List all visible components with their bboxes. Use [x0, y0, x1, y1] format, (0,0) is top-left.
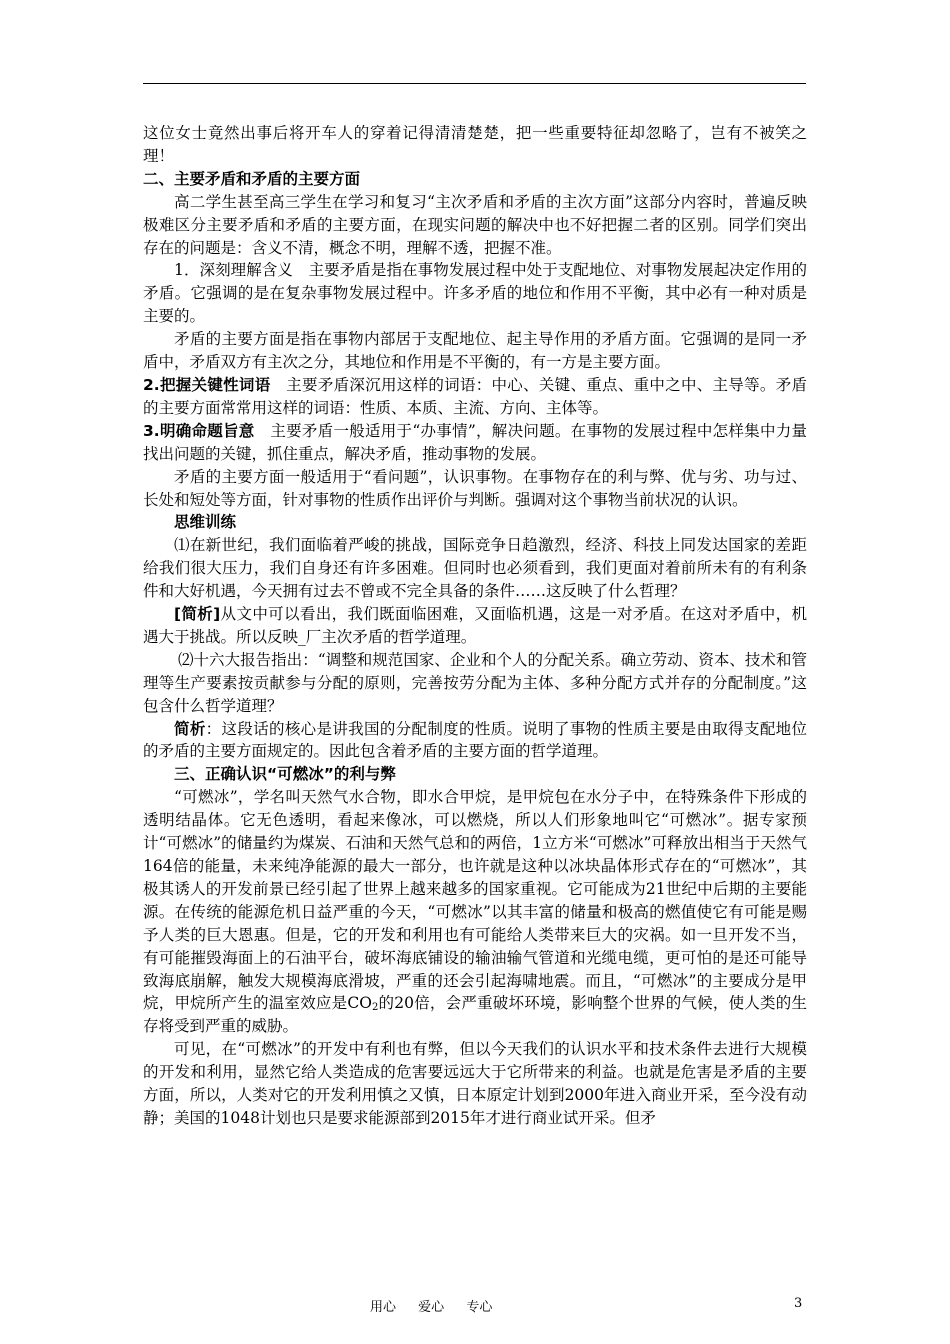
paragraph: 高二学生甚至高三学生在学习和复习“主次矛盾和矛盾的主次方面”这部分内容时，普遍反映极难区分主要矛盾和矛盾的主要方面，在现实问题的解决中也不好把握二者的区别。同学们突出存在的问题是：含义不清，概念不明，理解不透，把握不准。	[143, 192, 807, 257]
paragraph-text: 主要矛盾深沉用这样的词语：中心、关键、重点、重中之中、主导等。矛盾的主要方面常常用这样的词语：性质、本质、主流、方向、主体等。	[143, 375, 807, 417]
paragraph	[143, 786, 807, 1038]
footer-item: 用心	[370, 1300, 397, 1315]
paragraph	[143, 718, 807, 764]
page-number: 3	[794, 1296, 803, 1311]
paragraph	[143, 420, 807, 466]
subscript: 2	[371, 1002, 379, 1014]
paragraph-lead: [简析]	[174, 605, 221, 624]
subheading: 三、正确认识“可燃冰”的利与弊	[174, 765, 396, 784]
paragraph	[143, 603, 807, 649]
paragraph: 1．深刻理解含义 主要矛盾是指在事物发展过程中处于支配地位、对事物发展起决定作用的矛盾。它强调的是在复杂事物发展过程中。许多矛盾的地位和作用不平衡，其中必有一种对质是主要的。	[143, 261, 807, 326]
paragraph-text: 的20倍，会严重破坏环境，影响整个世界的气候，使人类的生存将受到严重的威胁。	[143, 994, 807, 1036]
section-heading: 二、主要矛盾和矛盾的主要方面	[143, 169, 361, 188]
footer-item: 专心	[466, 1300, 493, 1315]
paragraph: 矛盾的主要方面一般适用于“看问题”，认识事物。在事物存在的利与弊、优与劣、功与过、长处和短处等方面，针对事物的性质作出评价与判断。强调对这个事物当前状况的认识。	[143, 467, 807, 509]
paragraph: 可见，在“可燃冰”的开发中有利也有弊，但以今天我们的认识水平和技术条件去进行大规模的开发和利用，显然它给人类造成的危害要远远大于它所带来的利益。也就是危害是矛盾的主要方面，所以，人类对它的开发利用慎之又慎，日本原定计划到2000年进入商业开采，至今没有动静；美国的1048计划也只是要求能源部到2015年才进行商业试开采。但矛	[143, 1040, 807, 1127]
footer-motto	[370, 1296, 590, 1315]
paragraph-text: ：这段话的核心是讲我国的分配制度的性质。说明了事物的性质主要是由取得支配地位的矛盾的主要方面规定的。因此包含着矛盾的主要方面的哲学道理。	[143, 719, 807, 761]
document-body	[143, 122, 807, 1130]
paragraph: 这位女士竟然出事后将开车人的穿着记得清清楚楚，把一些重要特征却忽略了，岂有不被笑之理！	[143, 124, 807, 165]
paragraph-text: “可燃冰”，学名叫天然气水合物，即水合甲烷，是甲烷包在水分子中，在特殊条件下形成的透明结晶体。它无色透明，看起来像冰，可以燃烧，所以人们形象地叫它“可燃冰”。据专家预计“可燃冰”的储量约为煤炭、石油和天然气总和的两倍，1立方米“可燃冰”可释放出相当于天然气164倍的能量，未来纯净能源的最大一部分，也许就是这种以冰块晶体形式存在的“可燃冰”，其极其诱人的开发前景已经引起了世界上越来越多的国家重视。它可能成为21世纪中后期的主要能源。在传统的能源危机日益严重的今天，“可燃冰”以其丰富的储量和极高的燃值使它有可能是赐予人类的巨大恩惠。但是，它的开发和利用也有可能给人类带来巨大的灾祸。如一旦开发不当，有可能摧毁海面上的石油平台，破坏海底铺设的输油输气管道和光缆电缆，更可怕的是还可能导致海底崩解，触发大规模海底滑坡，严重的还会引起海啸地震。而且，“可燃冰”的主要成分是甲烷，甲烷所产生的温室效应是CO	[143, 788, 807, 1013]
paragraph	[143, 374, 807, 420]
paragraph-lead: 2.把握关键性词语	[143, 375, 271, 394]
paragraph-text: 主要矛盾一般适用于“办事情”，解决问题。在事物的发展过程中怎样集中力量找出问题的关键，抓住重点，解决矛盾，推动事物的发展。	[143, 421, 807, 463]
paragraph: ⑵十六大报告指出：“调整和规范国家、企业和个人的分配关系。确立劳动、资本、技术和管理等生产要素按贡献参与分配的原则，完善按劳分配为主体、多种分配方式并存的分配制度。”这包含什么哲学道理？	[143, 650, 807, 715]
footer-item: 爱心	[418, 1300, 445, 1315]
paragraph-lead: 3.明确命题旨意	[143, 421, 255, 440]
subheading: 思维训练	[174, 513, 237, 532]
header-rule	[143, 83, 806, 84]
paragraph-lead: 简析	[174, 719, 206, 738]
paragraph: ⑴在新世纪，我们面临着严峻的挑战，国际竞争日趋激烈，经济、科技上同发达国家的差距给我们很大压力，我们自身还有许多困难。但同时也必须看到，我们更面对着前所未有的有利条件和大好机遇，今天拥有过去不曾或不完全具备的条件……这反映了什么哲理？	[143, 536, 807, 601]
paragraph-text: 从文中可以看出，我们既面临困难，又面临机遇，这是一对矛盾。在这对矛盾中，机遇大于挑战。所以反映_厂主次矛盾的哲学道理。	[143, 605, 807, 646]
paragraph: 矛盾的主要方面是指在事物内部居于支配地位、起主导作用的矛盾方面。它强调的是同一矛盾中，矛盾双方有主次之分，其地位和作用是不平衡的，有一方是主要方面。	[143, 330, 807, 372]
